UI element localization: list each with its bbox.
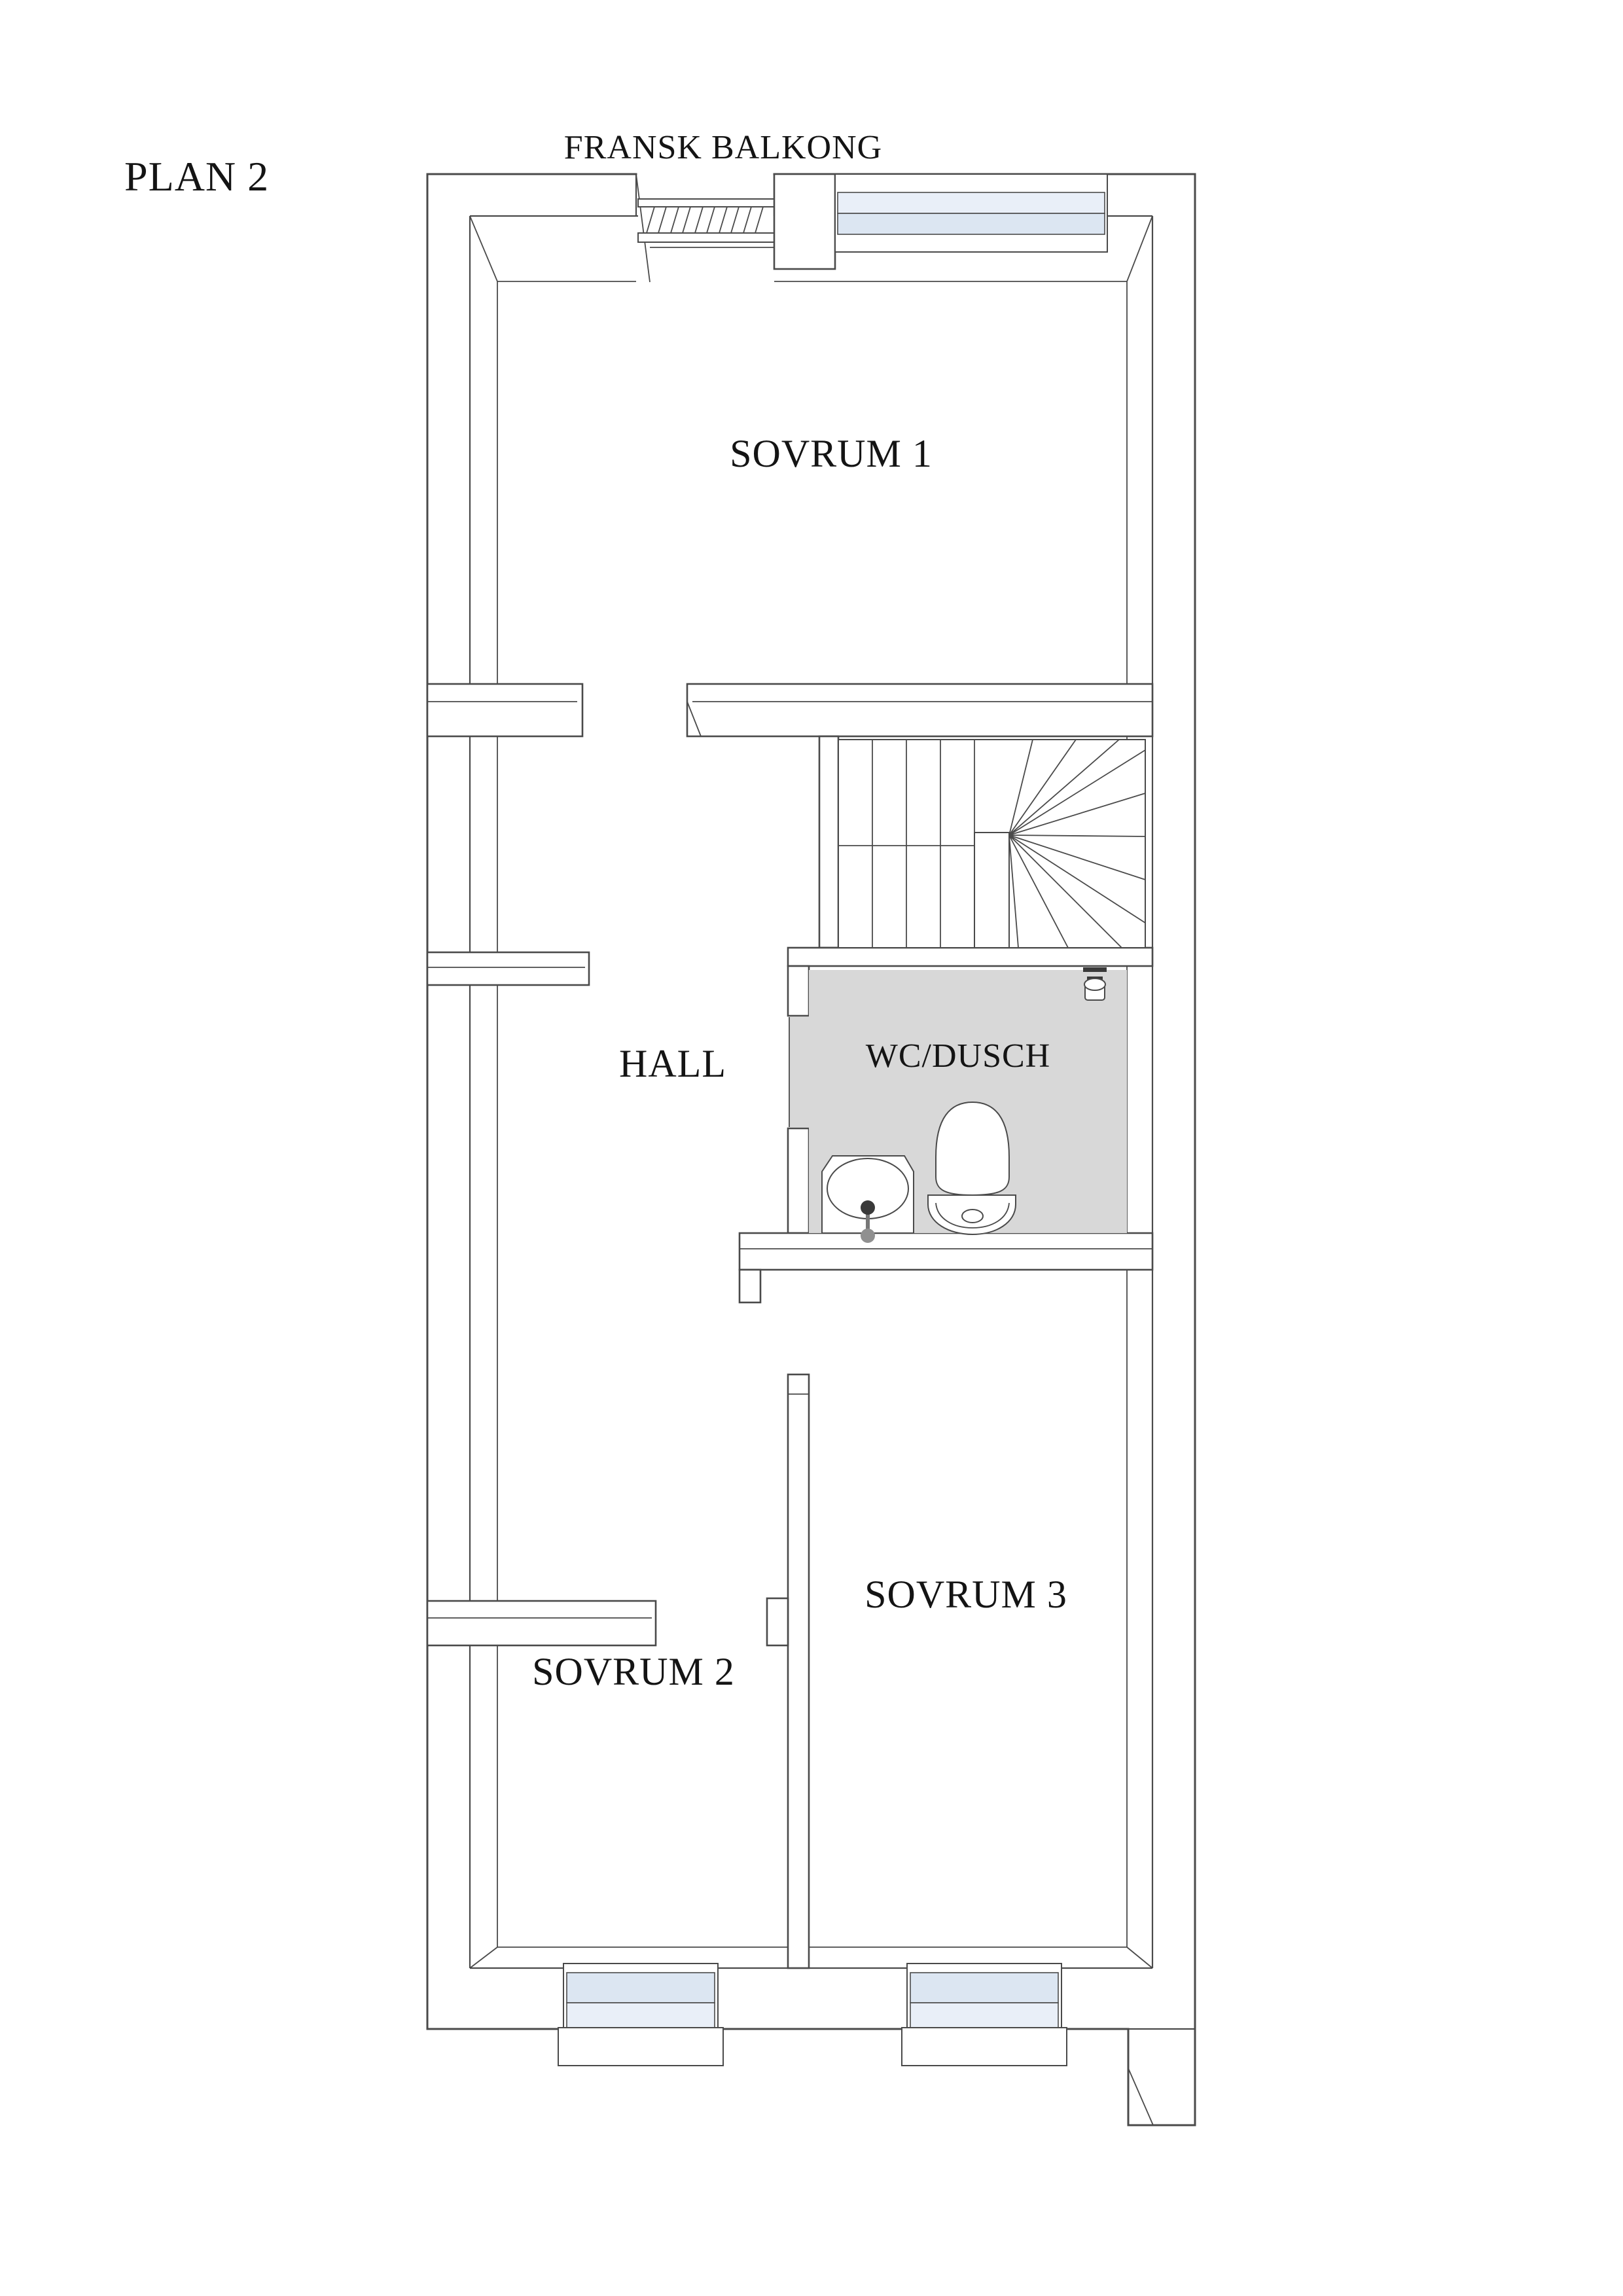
staircase-icon — [838, 740, 1145, 948]
wall-stair-west — [819, 736, 838, 948]
plan-title: PLAN 2 — [124, 153, 270, 200]
french-balcony-railing-icon — [638, 199, 774, 247]
balcony-label: FRANSK BALKONG — [563, 129, 883, 166]
wall-sovrum1-south-right — [687, 684, 1152, 736]
wall-bedroom-divider — [788, 1374, 809, 1968]
wall-sovrum1-south-left — [427, 684, 582, 736]
sink-icon — [822, 1156, 914, 1243]
wall-wc-south-jamb — [740, 1270, 760, 1302]
wall-wc-north — [788, 948, 1152, 966]
room-label-hall: HALL — [619, 1042, 726, 1085]
wall-sovrum2-north — [427, 1601, 656, 1645]
room-label-sovrum-3: SOVRUM 3 — [865, 1573, 1067, 1616]
room-label-sovrum-2: SOVRUM 2 — [532, 1650, 735, 1693]
wall-pier — [774, 174, 835, 269]
wall-wc-west-lower — [788, 1128, 809, 1233]
window-icon-bottom-left — [558, 1964, 723, 2066]
entry-step — [1128, 2029, 1195, 2125]
wall-wc-south — [740, 1233, 1152, 1270]
window-icon-top — [835, 174, 1107, 252]
wall-hall-stub — [427, 952, 589, 985]
room-label-sovrum-1: SOVRUM 1 — [730, 432, 933, 475]
window-icon-bottom-right — [902, 1964, 1067, 2066]
wall-wc-west-upper — [788, 966, 809, 1016]
wall-divider-jamb — [767, 1598, 788, 1645]
toilet-icon — [928, 1102, 1016, 1234]
room-label-wc-dusch: WC/DUSCH — [865, 1037, 1051, 1075]
